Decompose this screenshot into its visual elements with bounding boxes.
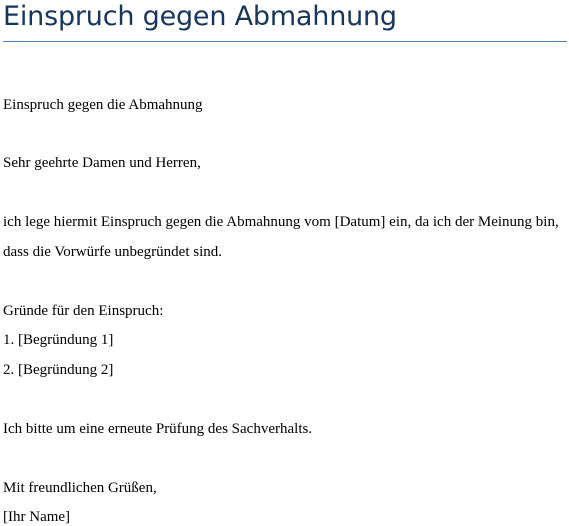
reasons-heading: Gründe für den Einspruch: <box>3 303 164 319</box>
document-title: Einspruch gegen Abmahnung <box>3 1 397 32</box>
subject-line: Einspruch gegen die Abmahnung <box>3 97 203 113</box>
title-underline-rule <box>3 41 567 42</box>
reason-item-2: 2. [Begründung 2] <box>3 362 114 378</box>
signature-placeholder: [Ihr Name] <box>3 509 71 525</box>
request-sentence: Ich bitte um eine erneute Prüfung des Sachverhalts. <box>3 421 313 437</box>
salutation: Sehr geehrte Damen und Herren, <box>3 155 201 171</box>
body-text-line-2: dass die Vorwürfe unbegründet sind. <box>3 244 222 260</box>
body-text-line-1: ich lege hiermit Einspruch gegen die Abmahnung vom [Datum] ein, da ich der Meinung bin, <box>3 214 559 230</box>
closing-line: Mit freundlichen Grüßen, <box>3 480 157 496</box>
reason-item-1: 1. [Begründung 1] <box>3 332 114 348</box>
